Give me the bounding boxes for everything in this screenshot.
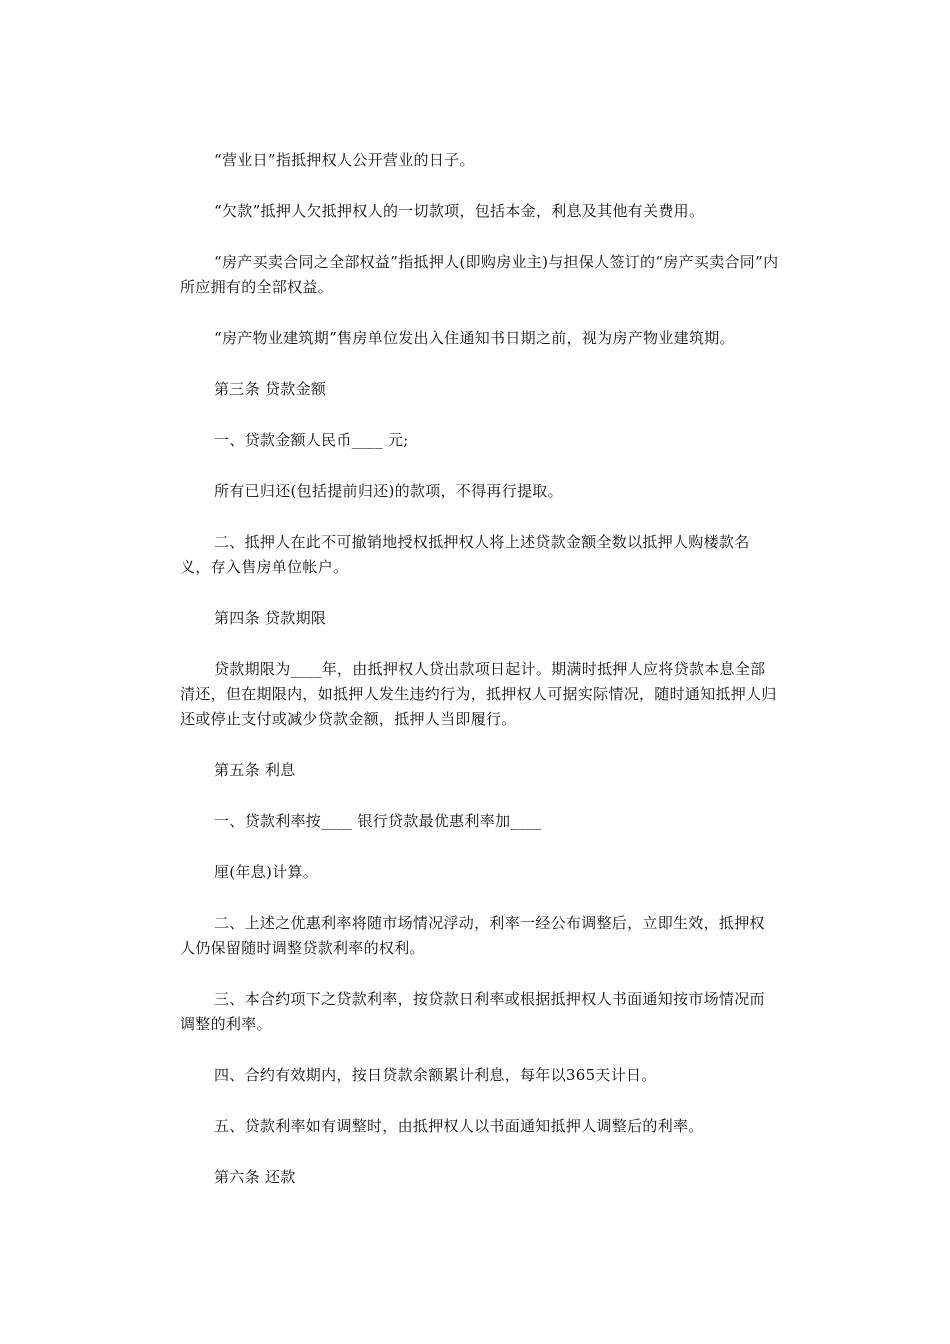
article-5-item-5: 五、贷款利率如有调整时，由抵押权人以书面通知抵押人调整后的利率。: [214, 1117, 704, 1135]
paragraph-definition-construction-period: “房产物业建筑期”售房单位发出入住通知书日期之前，视为房产物业建筑期。: [214, 329, 735, 347]
article-3-note: 所有已归还(包括提前归还)的款项，不得再行提取。: [214, 482, 563, 500]
article-3-item-1: 一、贷款金额人民币____ 元;: [214, 431, 409, 449]
document-body: [180, 148, 780, 1216]
article-3-heading: 第三条 贷款金额: [214, 380, 327, 398]
article-6-heading: 第六条 还款: [214, 1168, 296, 1186]
article-3-item-2: 二、抵押人在此不可撤销地授权抵押权人将上述贷款金额全数以抵押人购楼款名义，存入售房单位帐户。: [180, 533, 750, 576]
article-5-item-3: 三、本合约项下之贷款利率，按贷款日利率或根据抵押权人书面通知按市场情况而调整的利率。: [180, 990, 765, 1033]
article-5-item-1-continuation: 厘(年息)计算。: [214, 863, 319, 881]
article-4-body: 贷款期限为____年，由抵押权人贷出款项日起计。期满时抵押人应将贷款本息全部清还，但在期限内，如抵押人发生违约行为，抵押权人可据实际情况，随时通知抵押人归还或停止支付或减少贷款金额，抵押人当即履行。: [180, 660, 777, 728]
paragraph-definition-business-day: “营业日”指抵押权人公开营业的日子。: [214, 151, 475, 169]
article-4-heading: 第四条 贷款期限: [214, 609, 327, 627]
paragraph-definition-debt: “欠款”抵押人欠抵押权人的一切款项，包括本金，利息及其他有关费用。: [214, 202, 705, 220]
paragraph-definition-purchase-rights: “房产买卖合同之全部权益”指抵押人(即购房业主)与担保人签订的“房产买卖合同”内所应拥有的全部权益。: [180, 253, 779, 296]
article-5-heading: 第五条 利息: [214, 761, 296, 779]
article-5-item-4: 四、合约有效期内，按日贷款余额累计利息，每年以365天计日。: [214, 1066, 657, 1084]
article-5-item-2: 二、上述之优惠利率将随市场情况浮动，利率一经公布调整后，立即生效，抵押权人仍保留随时调整贷款利率的权利。: [180, 914, 765, 957]
article-5-item-1: 一、贷款利率按____ 银行贷款最优惠利率加____: [214, 812, 542, 830]
